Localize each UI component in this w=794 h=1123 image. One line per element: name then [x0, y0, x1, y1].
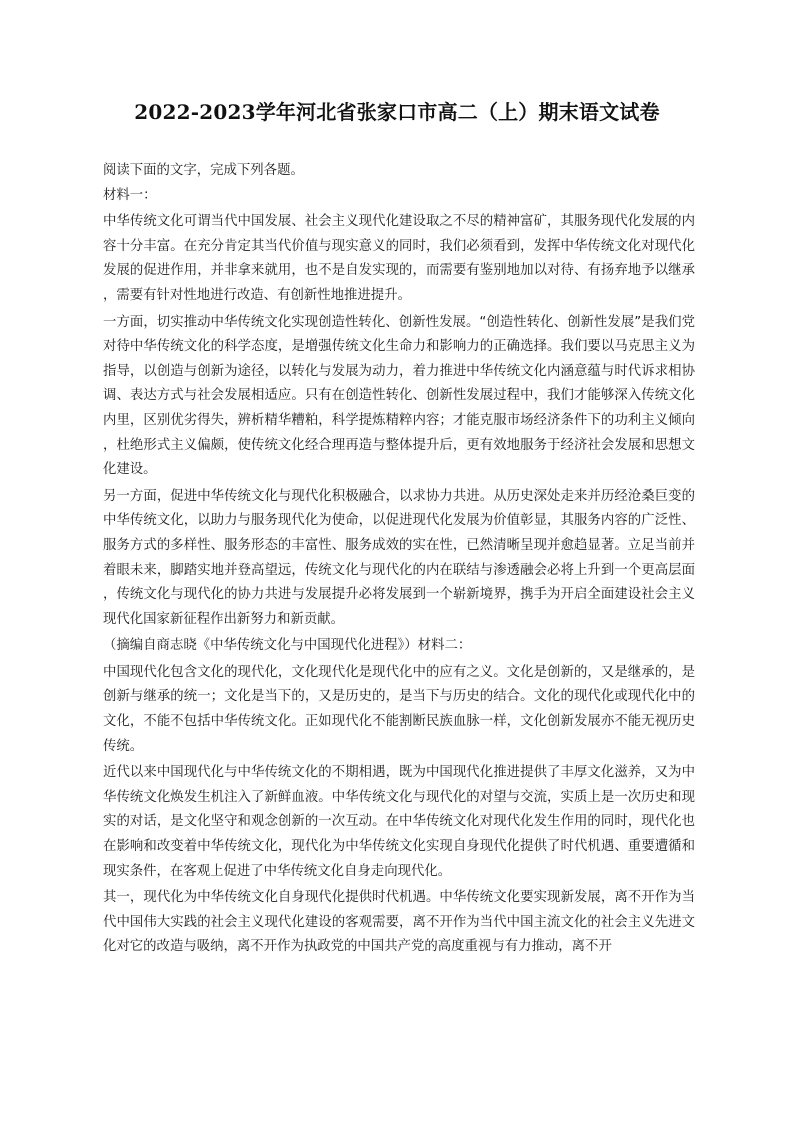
page-title: 2022-2023学年河北省张家口市高二（上）期末语文试卷	[134, 100, 660, 124]
instruction-paragraph: 阅读下面的文字，完成下列各题。	[103, 163, 304, 178]
body-paragraph: 中华传统文化可谓当代中国发展、社会主义现代化建设取之不尽的精神富矿，其服务现代化发展的内容十分丰富。在充分肯定其当代价值与现实意义的同时，我们必须看到，发挥中华传统文化对现代化发展的促进作用，并非拿来就用，也不是自发实现的，而需要有鉴别地加以对待、有扬弃地予以继承，需要有针对性地进行改造、有创新性地推进提升。	[103, 214, 695, 303]
source-citation: （摘编自商志晓《中华传统文化与中国现代化进程》）材料二：	[103, 638, 472, 654]
document-body	[103, 159, 695, 960]
body-paragraph: 近代以来中国现代化与中华传统文化的不期相遇，既为中国现代化推进提供了丰厚文化滋养，又为中华传统文化焕发生机注入了新鲜血液。中华传统文化与现代化的对望与交流，实质上是一次历史和现实的对话，是文化坚守和观念创新的一次互动。在中华传统文化对现代化发生作用的同时，现代化也在影响和改变着中华传统文化，现代化为中华传统文化实现自身现代化提供了时代机遇、重要遭循和现实条件，在客观上促进了中华传统文化自身走向现代化。	[103, 765, 695, 879]
material-one-label: 材料一：	[103, 187, 157, 203]
body-paragraph: 中国现代化包含文化的现代化，文化现代化是现代化中的应有之义。文化是创新的，又是继承的，是创新与继承的统一；文化是当下的，又是历史的，是当下与历史的结合。文化的现代化或现代化中的文化，不能不包括中华传统文化。正如现代化不能割断民族血脉一样，文化创新发展亦不能无视历史传统。	[103, 664, 695, 754]
body-paragraph: 其一，现代化为中华传统文化自身现代化提供时代机遇。中华传统文化要实现新发展，离不开作为当代中国伟大实践的社会主义现代化建设的客观需要，离不开作为当代中国主流文化的社会主义先进文化对它的改造与吸纳，离不开作为执政党的中国共产党的高度重视与有力推动，离不开	[103, 890, 695, 955]
body-paragraph: 一方面，切实推动中华传统文化实现创造性转化、创新性发展。“创造性转化、创新性发展”是我们党对待中华传统文化的科学态度，是增强传统文化生命力和影响力的正确选择。我们要以马克思主义为指导，以创造与创新为途径，以转化与发展为动力，着力推进中华传统文化内涵意蕴与时代诉求相协调、表达方式与社会发展相适应。只有在创造性转化、创新性发展过程中，我们才能够深入传统文化内里，区别优劣得失，辨析精华糟粕，科学提炼精粹内容；才能克服市场经济条件下的功利主义倾向，杜绝形式主义偏颇，使传统文化经合理再造与整体提升后，更有效地服务于经济社会发展和思想文化建设。	[103, 314, 695, 478]
body-paragraph: 另一方面，促进中华传统文化与现代化积极融合，以求协力共进。从历史深处走来并历经沧桑巨变的中华传统文化，以助力与服务现代化为使命，以促进现代化发展为价值彰显，其服务内容的广泛性、服务方式的多样性、服务形态的丰富性、服务成效的实在性，已然清晰呈现并愈趋显著。立足当前并着眼未来，脚踏实地并登高望远，传统文化与现代化的内在联结与渗透融会必将上升到一个更高层面，传统文化与现代化的协力共进与发展提升必将发展到一个崭新境界，携手为开启全面建设社会主义现代化国家新征程作出新努力和新贡献。	[103, 488, 695, 627]
